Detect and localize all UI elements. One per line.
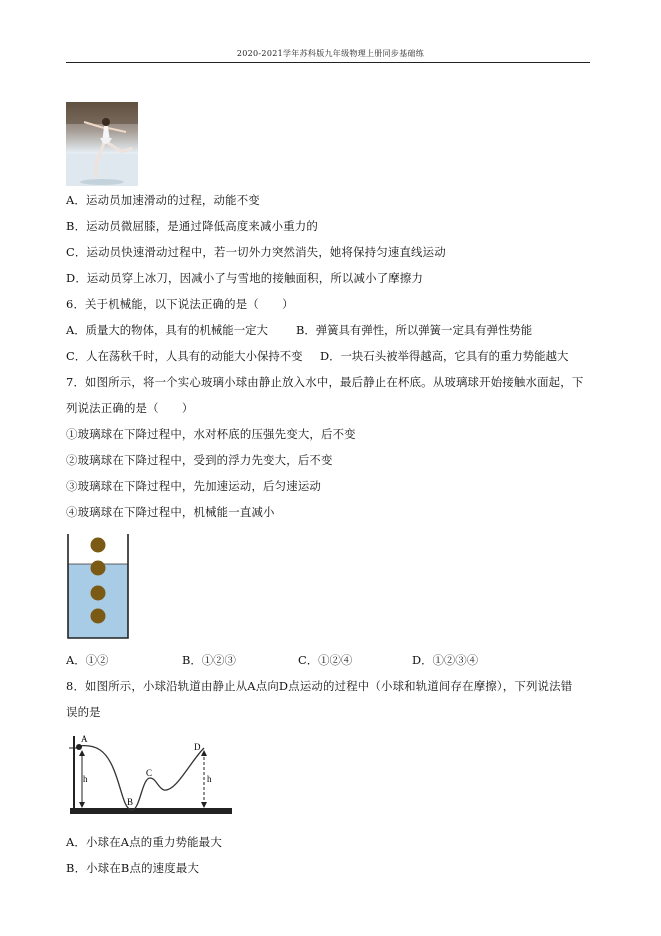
q5-option-c: C．运动员快速滑动过程中，若一切外力突然消失，她将保持匀速直线运动 [66, 245, 446, 259]
label-c: C [146, 768, 153, 778]
q6-option-d: D．一块石头被举得越高，它具有的重力势能越大 [320, 349, 569, 363]
q7-option-a: A．①② [66, 653, 109, 667]
ball-position-4 [91, 609, 106, 624]
q7-statement-4: ④玻璃球在下降过程中，机械能一直减小 [66, 505, 275, 519]
label-a: A [81, 734, 88, 744]
q5-option-a: A．运动员加速滑动的过程，动能不变 [66, 193, 260, 207]
q5-option-d: D．运动员穿上冰刀，因减小了与雪地的接触面积，所以减小了摩擦力 [66, 271, 424, 285]
q6-option-a: A．质量大的物体，具有的机械能一定大 [66, 323, 268, 337]
skater-photo [66, 102, 138, 186]
q6-option-b: B．弹簧具有弹性，所以弹簧一定具有弹性势能 [296, 323, 533, 337]
height-label-left: h [83, 774, 88, 784]
q7-statement-3: ③玻璃球在下降过程中，先加速运动，后匀速运动 [66, 479, 321, 493]
q6-stem: 6．关于机械能，以下说法正确的是（ ） [66, 297, 294, 311]
header-rule [66, 62, 590, 63]
q7-stem-line2: 列说法正确的是（ ） [66, 401, 194, 415]
height-label-right: h [207, 774, 212, 784]
q7-stem-line1: 7．如图所示，将一个实心玻璃小球由静止放入水中，最后静止在杯底。从玻璃球开始接触水面起，下 [66, 375, 584, 389]
q7-option-c: C．①②④ [298, 653, 353, 667]
ball-position-2 [91, 561, 106, 576]
ball-a [76, 744, 82, 750]
page-header: 2020-2021学年苏科版九年级物理上册同步基础练 [236, 49, 425, 58]
q5-option-b: B．运动员微屈膝，是通过降低高度来减小重力的 [66, 219, 318, 233]
q7-option-b: B．①②③ [182, 653, 236, 667]
q8-stem-line1: 8．如图所示，小球沿轨道由静止从A点向D点运动的过程中（小球和轨道间存在摩擦），下列说法错 [66, 679, 573, 693]
label-b: B [127, 797, 134, 807]
q8-option-a: A．小球在A点的重力势能最大 [66, 835, 222, 849]
beaker-figure [64, 532, 134, 642]
q7-statement-1: ①玻璃球在下降过程中，水对杯底的压强先变大，后不变 [66, 427, 356, 441]
q7-option-d: D．①②③④ [412, 653, 479, 667]
label-d: D [194, 742, 201, 752]
q7-statement-2: ②玻璃球在下降过程中，受到的浮力先变大，后不变 [66, 453, 333, 467]
ball-position-1 [91, 538, 106, 553]
ground [70, 808, 232, 814]
q8-option-b: B．小球在B点的速度最大 [66, 861, 200, 875]
track-curve [78, 746, 204, 810]
q8-stem-line2: 误的是 [66, 705, 101, 719]
ball-position-3 [91, 586, 106, 601]
q6-option-c: C．人在荡秋千时，人具有的动能大小保持不变 [66, 349, 303, 363]
track-figure [64, 730, 234, 820]
